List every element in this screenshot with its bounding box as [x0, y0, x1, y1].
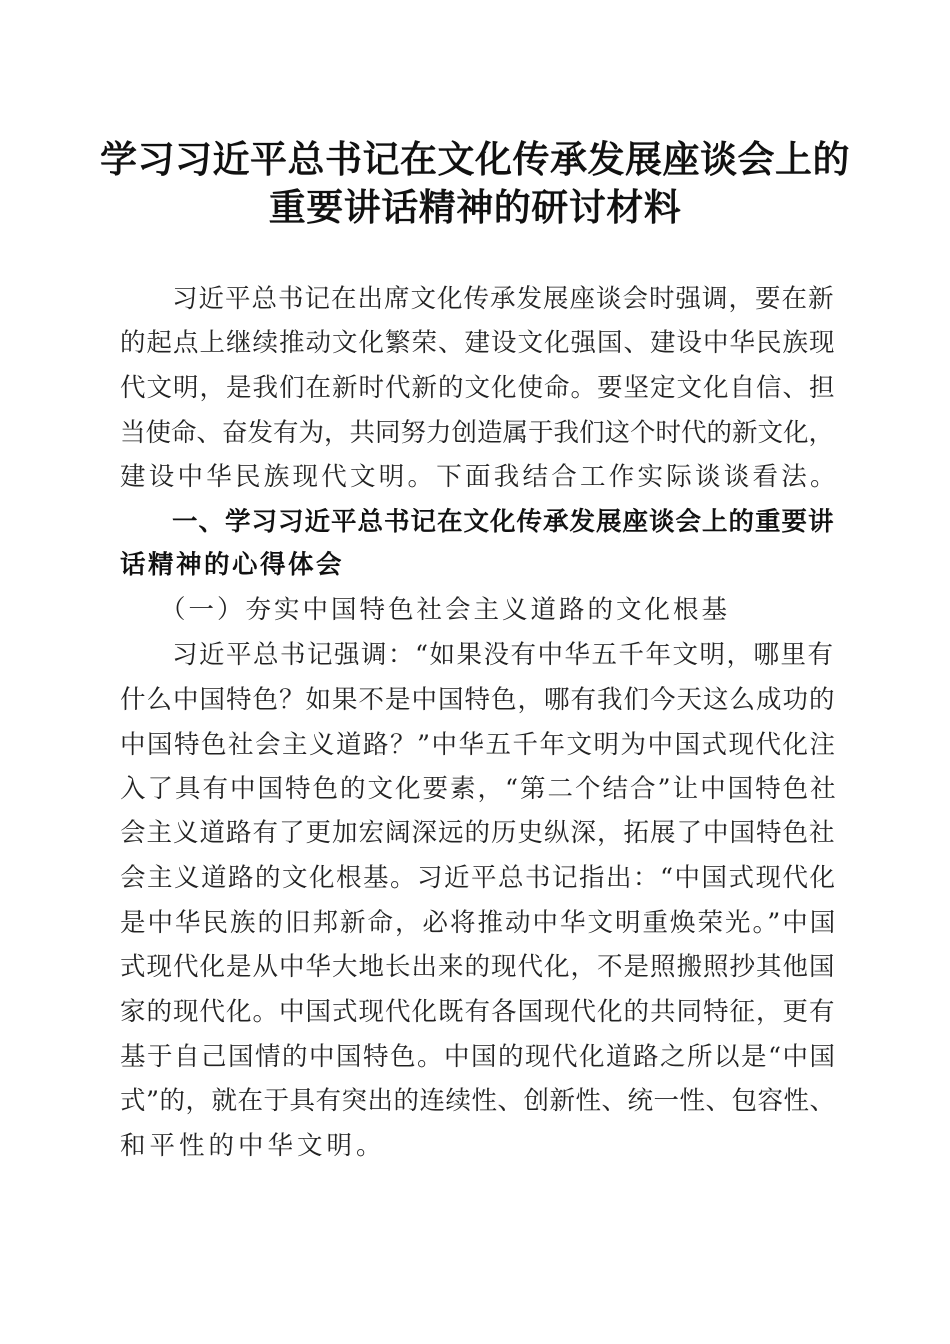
- section-heading-line-1: 一、学习习近平总书记在文化传承发展座谈会上的重要讲: [172, 507, 835, 537]
- intro-line-2: 的起点上继续推动文化繁荣、建设文化强国、建设中华民族现: [120, 328, 836, 358]
- body-line-5: 会主义道路有了更加宏阔深远的历史纵深，拓展了中国特色社: [120, 818, 836, 848]
- intro-line-5: 建设中华民族现代文明。下面我结合工作实际谈谈看法。: [120, 462, 839, 492]
- subsection-heading: （一）夯实中国特色社会主义道路的文化根基: [160, 595, 731, 625]
- intro-line-3: 代文明，是我们在新时代新的文化使命。要坚定文化自信、担: [120, 373, 836, 403]
- body-line-10: 基于自己国情的中国特色。中国的现代化道路之所以是“中国: [120, 1042, 837, 1072]
- body-line-12: 和平性的中华文明。: [120, 1131, 386, 1161]
- body-line-3: 中国特色社会主义道路？”中华五千年文明为中国式现代化注: [120, 730, 837, 760]
- body-line-6: 会主义道路的文化根基。习近平总书记指出：“中国式现代化: [120, 863, 837, 893]
- section-heading-line-2: 话精神的心得体会: [120, 550, 345, 580]
- document-title-line-2: 重要讲话精神的研讨材料: [268, 185, 682, 229]
- body-line-9: 家的现代化。中国式现代化既有各国现代化的共同特征，更有: [120, 997, 836, 1027]
- body-line-7: 是中华民族的旧邦新命，必将推动中华文明重焕荣光。”中国: [120, 908, 838, 938]
- body-line-2: 什么中国特色？如果不是中国特色，哪有我们今天这么成功的: [120, 685, 836, 715]
- body-line-8: 式现代化是从中华大地长出来的现代化，不是照搬照抄其他国: [120, 952, 836, 982]
- document-title-line-1: 学习习近平总书记在文化传承发展座谈会上的: [100, 137, 850, 181]
- body-line-4: 入了具有中国特色的文化要素，“第二个结合”让中国特色社: [120, 774, 838, 804]
- intro-line-1: 习近平总书记在出席文化传承发展座谈会时强调，要在新: [172, 284, 835, 314]
- body-line-1: 习近平总书记强调：“如果没有中华五千年文明，哪里有: [172, 640, 835, 670]
- body-line-11: 式”的，就在于具有突出的连续性、创新性、统一性、包容性、: [120, 1086, 836, 1116]
- intro-line-4: 当使命、奋发有为，共同努力创造属于我们这个时代的新文化，: [120, 418, 835, 448]
